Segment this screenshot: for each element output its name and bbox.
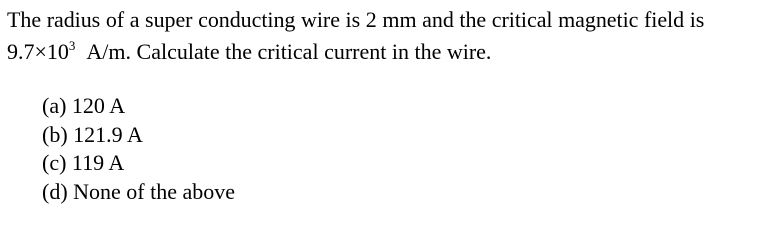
- field-value-mantissa: 9.7: [7, 39, 35, 64]
- option-d[interactable]: [42, 178, 235, 207]
- option-c-text: 119 A: [71, 150, 125, 175]
- question-text: [7, 4, 775, 71]
- field-value-base: 10: [46, 39, 69, 64]
- answer-options: [42, 92, 235, 206]
- field-unit: A/m: [86, 39, 126, 64]
- option-b-label: (b): [42, 121, 68, 147]
- option-b-text: 121.9 A: [73, 121, 143, 147]
- option-c-label: (c): [42, 150, 67, 175]
- question-line-1: The radius of a super conducting wire is 2 mm and the critical magnetic field is: [7, 7, 705, 32]
- option-d-text: None of the above: [73, 178, 236, 204]
- multiply-sign: ×: [34, 39, 47, 64]
- option-a-label: (a): [42, 93, 67, 118]
- option-c[interactable]: [42, 149, 235, 178]
- option-d-label: (d): [42, 178, 68, 204]
- option-a-text: 120 A: [71, 93, 126, 118]
- option-b[interactable]: [42, 121, 235, 150]
- question-line-2: [7, 36, 775, 71]
- field-value-exponent: 3: [68, 38, 76, 53]
- option-a[interactable]: [42, 92, 235, 121]
- question-line-2-rest: . Calculate the critical current in the wire.: [125, 39, 492, 64]
